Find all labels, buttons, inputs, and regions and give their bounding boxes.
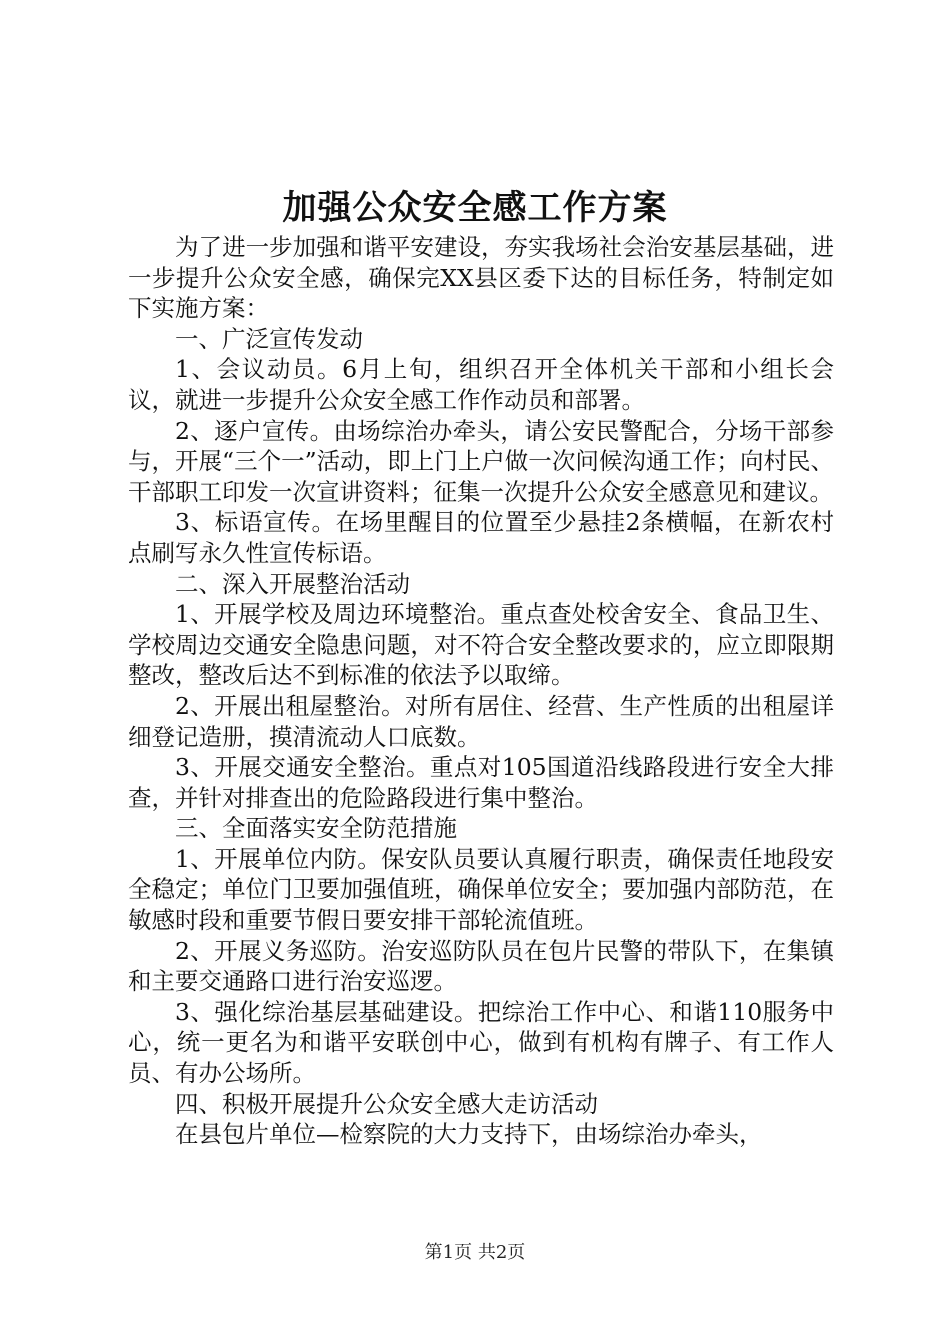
intro-paragraph: 为了进一步加强和谐平安建设，夯实我场社会治安基层基础，进一步提升公众安全感，确保完XX县区委下达的目标任务，特制定如下实施方案： [128,233,834,323]
page-footer: 第1页 共2页 [424,1242,526,1263]
section-3-item-2: 2、开展义务巡防。治安巡防队员在包片民警的带队下，在集镇和主要交通路口进行治安巡逻。 [128,936,834,996]
section-1-item-3: 3、标语宣传。在场里醒目的位置至少悬挂2条横幅，在新农村点刷写永久性宣传标语。 [128,508,834,567]
section-4-item-1: 在县包片单位—检察院的大力支持下，由场综治办牵头， [175,1120,763,1149]
document-body [128,232,834,1150]
section-1-item-1: 1、会议动员。6月上旬，组织召开全体机关干部和小组长会议，就进一步提升公众安全感工作作动员和部署。 [128,355,834,414]
section-2-item-1: 1、开展学校及周边环境整治。重点查处校舍安全、食品卫生、学校周边交通安全隐患问题，对不符合安全整改要求的，应立即限期整改，整改后达不到标准的依法予以取缔。 [128,600,834,690]
document-title: 加强公众安全感工作方案 [282,188,668,228]
section-1-heading: 一、广泛宣传发动 [175,324,363,353]
section-2-heading: 二、深入开展整治活动 [175,569,410,598]
section-3-item-1: 1、开展单位内防。保安队员要认真履行职责，确保责任地段安全稳定；单位门卫要加强值班，确保单位安全；要加强内部防范，在敏感时段和重要节假日要安排干部轮流值班。 [128,844,834,935]
section-1-item-2: 2、逐户宣传。由场综治办牵头，请公安民警配合，分场干部参与，开展“三个一”活动，即上门上户做一次问候沟通工作；向村民、干部职工印发一次宣讲资料；征集一次提升公众安全感意见和建议。 [128,416,834,506]
section-2-item-3: 3、开展交通安全整治。重点对105国道沿线路段进行安全大排查，并针对排查出的危险路段进行集中整治。 [128,753,834,812]
section-4-heading: 四、积极开展提升公众安全感大走访活动 [175,1089,598,1118]
section-2-item-2: 2、开展出租屋整治。对所有居住、经营、生产性质的出租屋详细登记造册，摸清流动人口底数。 [128,691,834,751]
section-3-heading: 三、全面落实安全防范措施 [175,814,457,843]
section-3-item-3: 3、强化综治基层基础建设。把综治工作中心、和谐110服务中心，统一更名为和谐平安联创中心，做到有机构有牌子、有工作人员、有办公场所。 [128,997,834,1088]
